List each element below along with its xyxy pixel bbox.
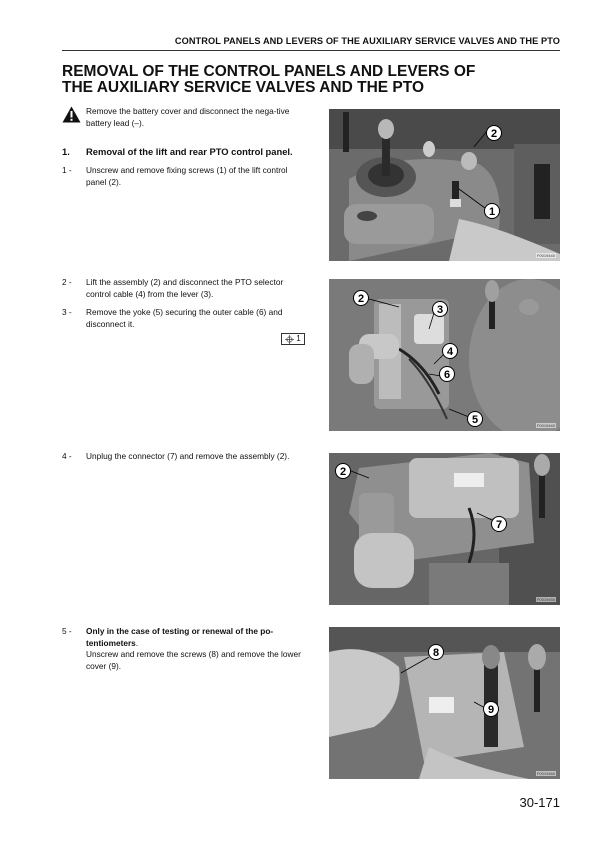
step-5 bbox=[62, 626, 308, 672]
callout-2 bbox=[487, 126, 502, 141]
step-1 bbox=[62, 165, 308, 188]
page-title bbox=[62, 64, 532, 96]
warning-text: Remove the battery cover and disconnect the nega-tive battery lead (–). bbox=[86, 106, 290, 128]
photo-3 bbox=[329, 453, 560, 605]
page-number: 30-171 bbox=[519, 795, 560, 810]
callout-8 bbox=[429, 645, 444, 660]
step-number: 2 - bbox=[62, 277, 72, 287]
photo-4 bbox=[329, 627, 560, 779]
callout-5 bbox=[468, 412, 483, 427]
title-line-1: REMOVAL OF THE CONTROL PANELS AND LEVERS OF bbox=[62, 63, 476, 80]
svg-text:2: 2 bbox=[339, 466, 347, 478]
svg-text:9: 9 bbox=[487, 704, 495, 716]
callout-4 bbox=[443, 344, 458, 359]
warning-icon bbox=[62, 106, 81, 123]
photo-2 bbox=[329, 279, 560, 431]
photo-code: F0019450 bbox=[536, 597, 555, 602]
callout-7 bbox=[492, 517, 507, 532]
cross-reference[interactable] bbox=[281, 333, 305, 345]
step-text: Remove the yoke (5) securing the outer cable (6) and disconnect it. bbox=[86, 307, 283, 329]
callout-3 bbox=[433, 302, 448, 317]
crosshair-icon bbox=[285, 335, 294, 344]
svg-text:8: 8 bbox=[432, 647, 440, 659]
svg-text:6: 6 bbox=[443, 369, 451, 381]
callout-1 bbox=[485, 204, 500, 219]
step-4 bbox=[62, 451, 308, 463]
step-text: Unplug the connector (7) and remove the assembly (2). bbox=[86, 451, 290, 461]
svg-text:2: 2 bbox=[357, 293, 365, 305]
step-text: Unscrew and remove fixing screws (1) of the lift control panel (2). bbox=[86, 165, 288, 187]
svg-text:1: 1 bbox=[488, 206, 496, 218]
step-3 bbox=[62, 307, 308, 330]
photo-code: F0019460 bbox=[536, 771, 555, 776]
cross-reference-number: 1 bbox=[296, 334, 301, 343]
section-heading bbox=[62, 146, 312, 157]
step-number: 3 - bbox=[62, 307, 72, 317]
svg-text:5: 5 bbox=[471, 414, 479, 426]
photo-code: F0019440 bbox=[536, 423, 555, 428]
svg-text:3: 3 bbox=[436, 304, 444, 316]
callout-2 bbox=[336, 464, 351, 479]
step-instruction: Unscrew and remove the screws (8) and remove the lower cover (9). bbox=[86, 649, 301, 671]
photo-code: F0019440 bbox=[536, 253, 555, 258]
svg-text:4: 4 bbox=[446, 346, 454, 358]
step-text: Only in the case of testing or renewal of the po-tentiometers. Unscrew and remove the screws (8) and remove the lower cover (9). bbox=[86, 626, 301, 671]
svg-text:7: 7 bbox=[495, 519, 503, 531]
callout-2 bbox=[354, 291, 369, 306]
title-line-2: THE AUXILIARY SERVICE VALVES AND THE PTO bbox=[62, 79, 425, 96]
step-text: Lift the assembly (2) and disconnect the PTO selector control cable (4) from the lever (3). bbox=[86, 277, 284, 299]
callout-9 bbox=[484, 702, 499, 717]
photo-1 bbox=[329, 109, 560, 261]
running-header: CONTROL PANELS AND LEVERS OF THE AUXILIARY SERVICE VALVES AND THE PTO bbox=[62, 36, 560, 51]
step-bold-note: Only in the case of testing or renewal of the po-tentiometers bbox=[86, 626, 274, 648]
step-number: 5 - bbox=[62, 626, 72, 636]
step-2 bbox=[62, 277, 308, 300]
svg-text:2: 2 bbox=[490, 128, 498, 140]
section-number: 1. bbox=[62, 146, 70, 157]
callout-6 bbox=[440, 367, 455, 382]
step-number: 4 - bbox=[62, 451, 72, 461]
step-number: 1 - bbox=[62, 165, 72, 175]
section-title: Removal of the lift and rear PTO control panel. bbox=[86, 146, 293, 157]
